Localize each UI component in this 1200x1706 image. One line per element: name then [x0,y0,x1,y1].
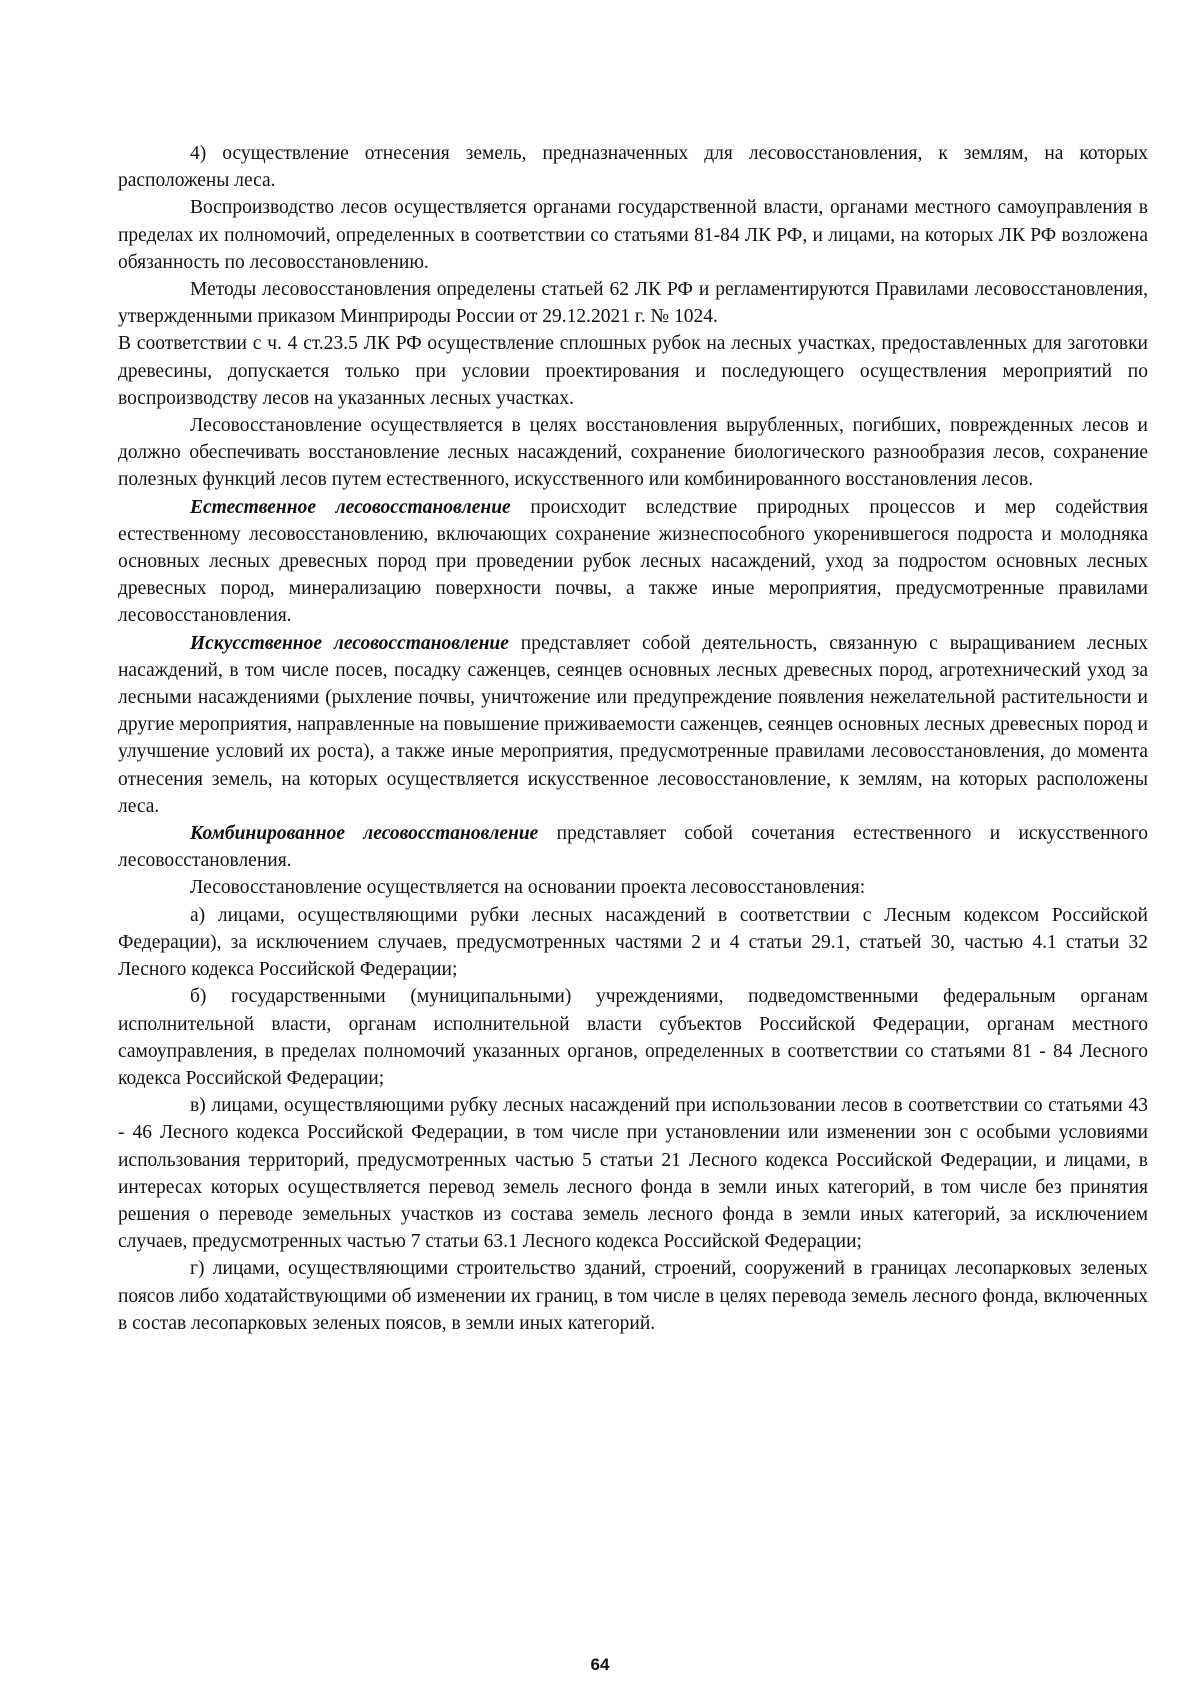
paragraph-reproduction: Воспроизводство лесов осуществляется органами государственной власти, органами местного самоуправления в пределах их полномочий, определенных в соответствии со статьями 81-84 ЛК РФ, и лицами, на которых ЛК РФ возложена обязанность по лесовосстановлению. [118,197,1148,273]
paragraph-item-4: 4) осуществление отнесения земель, предназначенных для лесовосстановления, к землям, на которых расположены леса. [118,143,1148,192]
paragraph-item-g: г) лицами, осуществляющими строительство зданий, строений, сооружений в границах лесопарковых зеленых поясов либо ходатайствующими об изменении их границ, в том числе в целях перевода земель лесного фонда, включенных в состав лесопарковых зеленых поясов, в земли иных категорий. [118,1258,1148,1334]
paragraph-methods: Методы лесовосстановления определены статьей 62 ЛК РФ и регламентируются Правилами лесовосстановления, утвержденными приказом Минприроды России от 29.12.2021 г. № 1024. [118,279,1148,328]
paragraph-item-v: в) лицами, осуществляющими рубку лесных насаждений при использовании лесов в соответствии со статьями 43 - 46 Лесного кодекса Российской Федерации, в том числе при установлении или изменении зон с особыми условиями использования территорий, предусмотренных частью 5 статьи 21 Лесного кодекса Российской Федерации, и лицами, в интересах которых осуществляется перевод земель лесного фонда в земли иных категорий, в том числе без принятия решения о переводе земельных участков из состава земель лесного фонда в земли иных категорий, за исключением случаев, предусмотренных частью 7 статьи 63.1 Лесного кодекса Российской Федерации; [118,1095,1148,1253]
paragraph-combined-regeneration: Комбинированное лесовосстановление представляет собой сочетания естественного и искусственного лесовосстановления. [118,823,1148,872]
term-combined: Комбинированное лесовосстановление [190,823,539,845]
paragraph-basis: Лесовосстановление осуществляется на основании проекта лесовосстановления: [190,877,866,899]
paragraph-clear-cutting: В соответствии с ч. 4 ст.23.5 ЛК РФ осуществление сплошных рубок на лесных участках, предоставленных для заготовки древесины, допускается только при условии проектирования и последующего осуществления мероприятий по воспроизводству лесов на указанных лесных участках. [118,333,1148,409]
paragraph-artificial-regeneration: Искусственное лесовосстановление представляет собой деятельность, связанную с выращиванием лесных насаждений, в том числе посев, посадку саженцев, сеянцев основных лесных древесных пород, агротехнический уход за лесными насаждениями (рыхление почвы, уничтожение или предупреждение появления нежелательной растительности и другие мероприятия, направленные на повышение приживаемости саженцев, сеянцев основных лесных древесных пород и улучшение условий их роста), а также иные мероприятия, предусмотренные правилами лесовосстановления, до момента отнесения земель, на которых осуществляется искусственное лесовосстановление, к землям, на которых расположены леса. [118,632,1148,817]
term-artificial: Искусственное лесовосстановление [190,632,509,654]
term-natural: Естественное лесовосстановление [190,496,511,518]
paragraph-natural-regeneration: Естественное лесовосстановление происходит вследствие природных процессов и мер содействия естественному лесовосстановлению, включающих сохранение жизнеспособного укоренившегося подроста и молодняка основных лесных древесных пород при проведении рубок лесных насаждений, уход за подростом основных лесных древесных пород, минерализацию поверхности почвы, а также иные мероприятия, предусмотренные правилами лесовосстановления. [118,496,1148,627]
document-body [118,140,1148,1337]
paragraph-purpose: Лесовосстановление осуществляется в целях восстановления вырубленных, погибших, поврежденных лесов и должно обеспечивать восстановление лесных насаждений, сохранение биологического разнообразия лесов, сохранение полезных функций лесов путем естественного, искусственного или комбинированного восстановления лесов. [118,415,1148,491]
page-number: 64 [590,1655,610,1674]
paragraph-item-b: б) государственными (муниципальными) учреждениями, подведомственными федеральным органам исполнительной власти, органам исполнительной власти субъектов Российской Федерации, органам местного самоуправления, в пределах полномочий указанных органов, определенных в соответствии со статьями 81 - 84 Лесного кодекса Российской Федерации; [118,986,1148,1089]
paragraph-item-a: а) лицами, осуществляющими рубки лесных насаждений в соответствии с Лесным кодексом Российской Федерации), за исключением случаев, предусмотренных частями 2 и 4 статьи 29.1, статьей 30, частью 4.1 статьи 32 Лесного кодекса Российской Федерации; [118,904,1148,981]
